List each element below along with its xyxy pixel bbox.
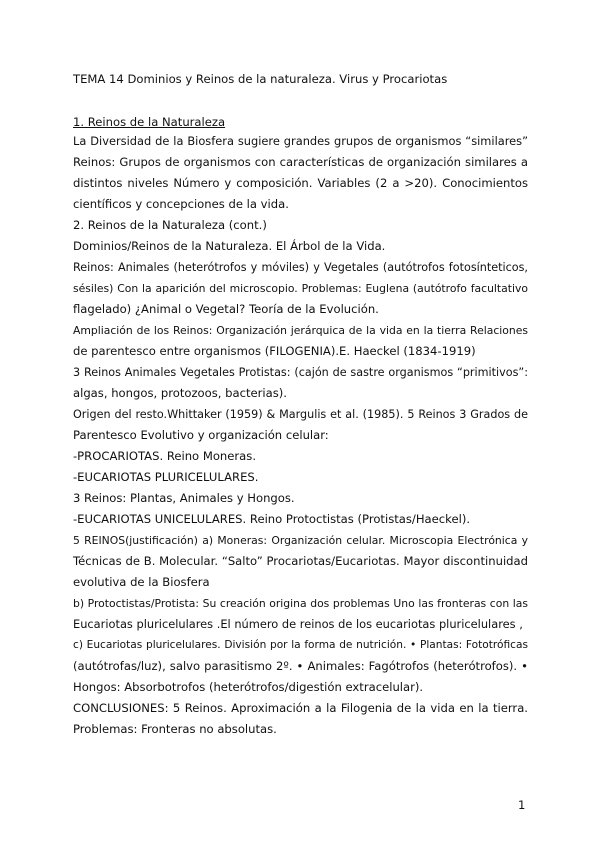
body-line: Reinos: Animales (heterótrofos y móviles) y Vegetales (autótrofos fotosínteticos, <box>73 261 528 274</box>
body-line: -EUCARIOTAS PLURICELULARES. <box>73 470 259 484</box>
body-line: científicos y concepciones de la vida. <box>73 197 289 211</box>
body-line: flagelado) ¿Animal o Vegetal? Teoría de la Evolución. <box>73 302 379 316</box>
body-line: 5 REINOS(justificación) a) Moneras: Organización celular. Microscopia Electrónica y <box>73 534 528 547</box>
document-body <box>73 131 528 740</box>
page-number: 1 <box>518 798 526 812</box>
body-line: Técnicas de B. Molecular. “Salto” Procariotas/Eucariotas. Mayor discontinuidad <box>73 554 528 568</box>
body-line: (autótrofas/luz), salvo parasitismo 2º. • Animales: Fagótrofos (heterótrofos). • <box>73 659 528 673</box>
body-line: 3 Reinos: Plantas, Animales y Hongos. <box>73 491 295 505</box>
body-line: Ampliación de los Reinos: Organización jerárquica de la vida en la tierra Relaciones <box>73 324 528 337</box>
document-title: TEMA 14 Dominios y Reinos de la naturaleza. Virus y Procariotas <box>73 72 448 86</box>
body-line: Reinos: Grupos de organismos con características de organización similares a <box>73 155 528 169</box>
body-line: c) Eucariotas pluricelulares. División por la forma de nutrición. • Plantas: Fototróficas <box>73 639 528 651</box>
body-line: Origen del resto.Whittaker (1959) & Margulis et al. (1985). 5 Reinos 3 Grados de <box>73 408 528 421</box>
body-line: 2. Reinos de la Naturaleza (cont.) <box>73 218 267 232</box>
body-line: b) Protoctistas/Protista: Su creación origina dos problemas Uno las fronteras con las <box>73 597 528 610</box>
body-line: La Diversidad de la Biosfera sugiere grandes grupos de organismos “similares” <box>73 134 528 148</box>
body-line: algas, hongos, protozoos, bacterias). <box>73 386 287 400</box>
body-line: Dominios/Reinos de la Naturaleza. El Árbol de la Vida. <box>73 239 386 253</box>
body-line: sésiles) Con la aparición del microscopio. Problemas: Euglena (autótrofo facultativo <box>73 282 528 295</box>
body-line: de parentesco entre organismos (FILOGENIA).E. Haeckel (1834-1919) <box>73 344 476 358</box>
body-line: evolutiva de la Biosfera <box>73 575 210 589</box>
body-line: Parentesco Evolutivo y organización celular: <box>73 428 329 442</box>
body-line: CONCLUSIONES: 5 Reinos. Aproximación a la Filogenia de la vida en la tierra. <box>73 701 528 715</box>
body-line: -EUCARIOTAS UNICELULARES. Reino Protoctistas (Protistas/Haeckel). <box>73 512 471 526</box>
body-line: distintos niveles Número y composición. Variables (2 a >20). Conocimientos <box>73 176 528 190</box>
body-line: Eucariotas pluricelulares .El número de reinos de los eucariotas pluricelulares , <box>73 617 523 631</box>
body-line: Problemas: Fronteras no absolutas. <box>73 722 277 736</box>
body-line: Hongos: Absorbotrofos (heterótrofos/digestión extracelular). <box>73 680 424 694</box>
body-line: 3 Reinos Animales Vegetales Protistas: (cajón de sastre organismos “primitivos”: <box>73 366 528 379</box>
body-line: -PROCARIOTAS. Reino Moneras. <box>73 449 257 463</box>
section-heading: 1. Reinos de la Naturaleza <box>73 115 226 129</box>
